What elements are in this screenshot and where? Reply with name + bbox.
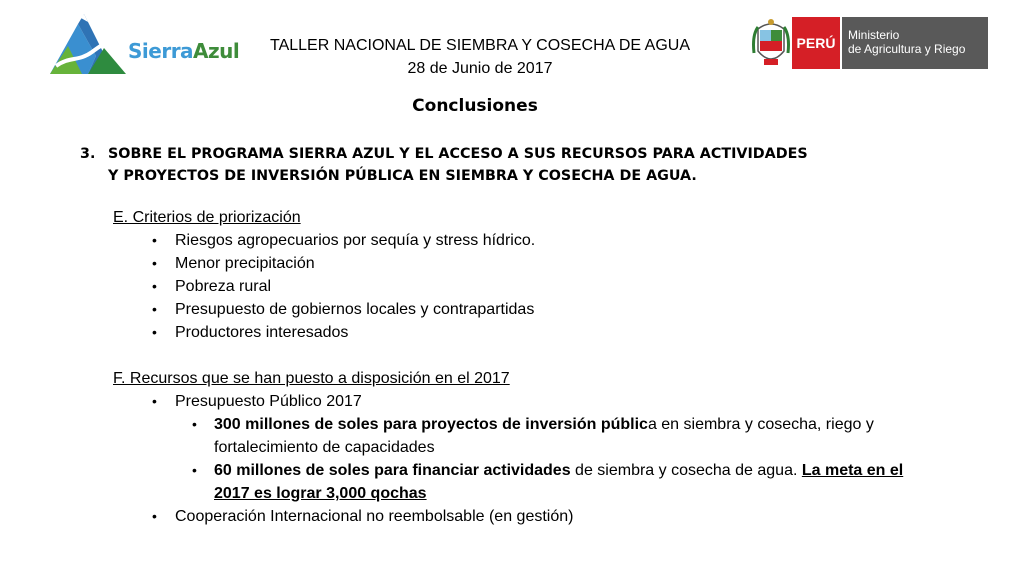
list-item: • Riesgos agropecuarios por sequía y stress hídrico. bbox=[0, 229, 1024, 252]
sub-list-item: • 60 millones de soles para financiar actividades de siembra y cosecha de agua. La meta en el bbox=[0, 459, 1024, 482]
list-item: • Presupuesto Público 2017 bbox=[0, 390, 1024, 413]
workshop-date: 28 de Junio de 2017 bbox=[407, 60, 553, 77]
ministry-logo bbox=[752, 17, 992, 73]
list-item: • Menor precipitación bbox=[0, 252, 1024, 275]
bullet-icon: • bbox=[152, 232, 157, 248]
section-number: 3. bbox=[80, 146, 96, 162]
recursos-heading: F. Recursos que se han puesto a disposición en el 2017 bbox=[113, 370, 510, 387]
bullet-icon: • bbox=[152, 508, 157, 524]
bullet-icon: • bbox=[152, 393, 157, 409]
list-item: • Cooperación Internacional no reembolsable (en gestión) bbox=[0, 505, 1024, 528]
sub-list-item-continuation: 2017 es lograr 3,000 qochas bbox=[214, 485, 427, 502]
peru-badge: PERÚ bbox=[792, 17, 840, 69]
criterios-heading: E. Criterios de priorización bbox=[113, 209, 301, 226]
list-item: • Presupuesto de gobiernos locales y contrapartidas bbox=[0, 298, 1024, 321]
bullet-icon: • bbox=[152, 324, 157, 340]
bullet-icon: • bbox=[152, 255, 157, 271]
ministry-name: Ministerio de Agricultura y Riego bbox=[842, 17, 988, 69]
section-3-line1: SOBRE EL PROGRAMA SIERRA AZUL Y EL ACCESO A SUS RECURSOS PARA ACTIVIDADES bbox=[108, 146, 808, 162]
list-item: • Pobreza rural bbox=[0, 275, 1024, 298]
bullet-icon: • bbox=[152, 301, 157, 317]
bullet-icon: • bbox=[192, 416, 197, 432]
sierra-azul-wordmark: SierraAzul bbox=[128, 39, 240, 63]
mountain-icon bbox=[48, 12, 128, 82]
workshop-title: TALLER NACIONAL DE SIEMBRA Y COSECHA DE AGUA bbox=[270, 37, 690, 54]
list-item: • Productores interesados bbox=[0, 321, 1024, 344]
bullet-icon: • bbox=[192, 462, 197, 478]
sub-list-item-continuation: fortalecimiento de capacidades bbox=[214, 439, 435, 456]
section-3-line2: Y PROYECTOS DE INVERSIÓN PÚBLICA EN SIEMBRA Y COSECHA DE AGUA. bbox=[108, 168, 697, 184]
sub-list-item: • 300 millones de soles para proyectos de inversión pública en siembra y cosecha, riego y bbox=[0, 413, 1024, 436]
bullet-icon: • bbox=[152, 278, 157, 294]
section-title: Conclusiones bbox=[412, 96, 538, 116]
